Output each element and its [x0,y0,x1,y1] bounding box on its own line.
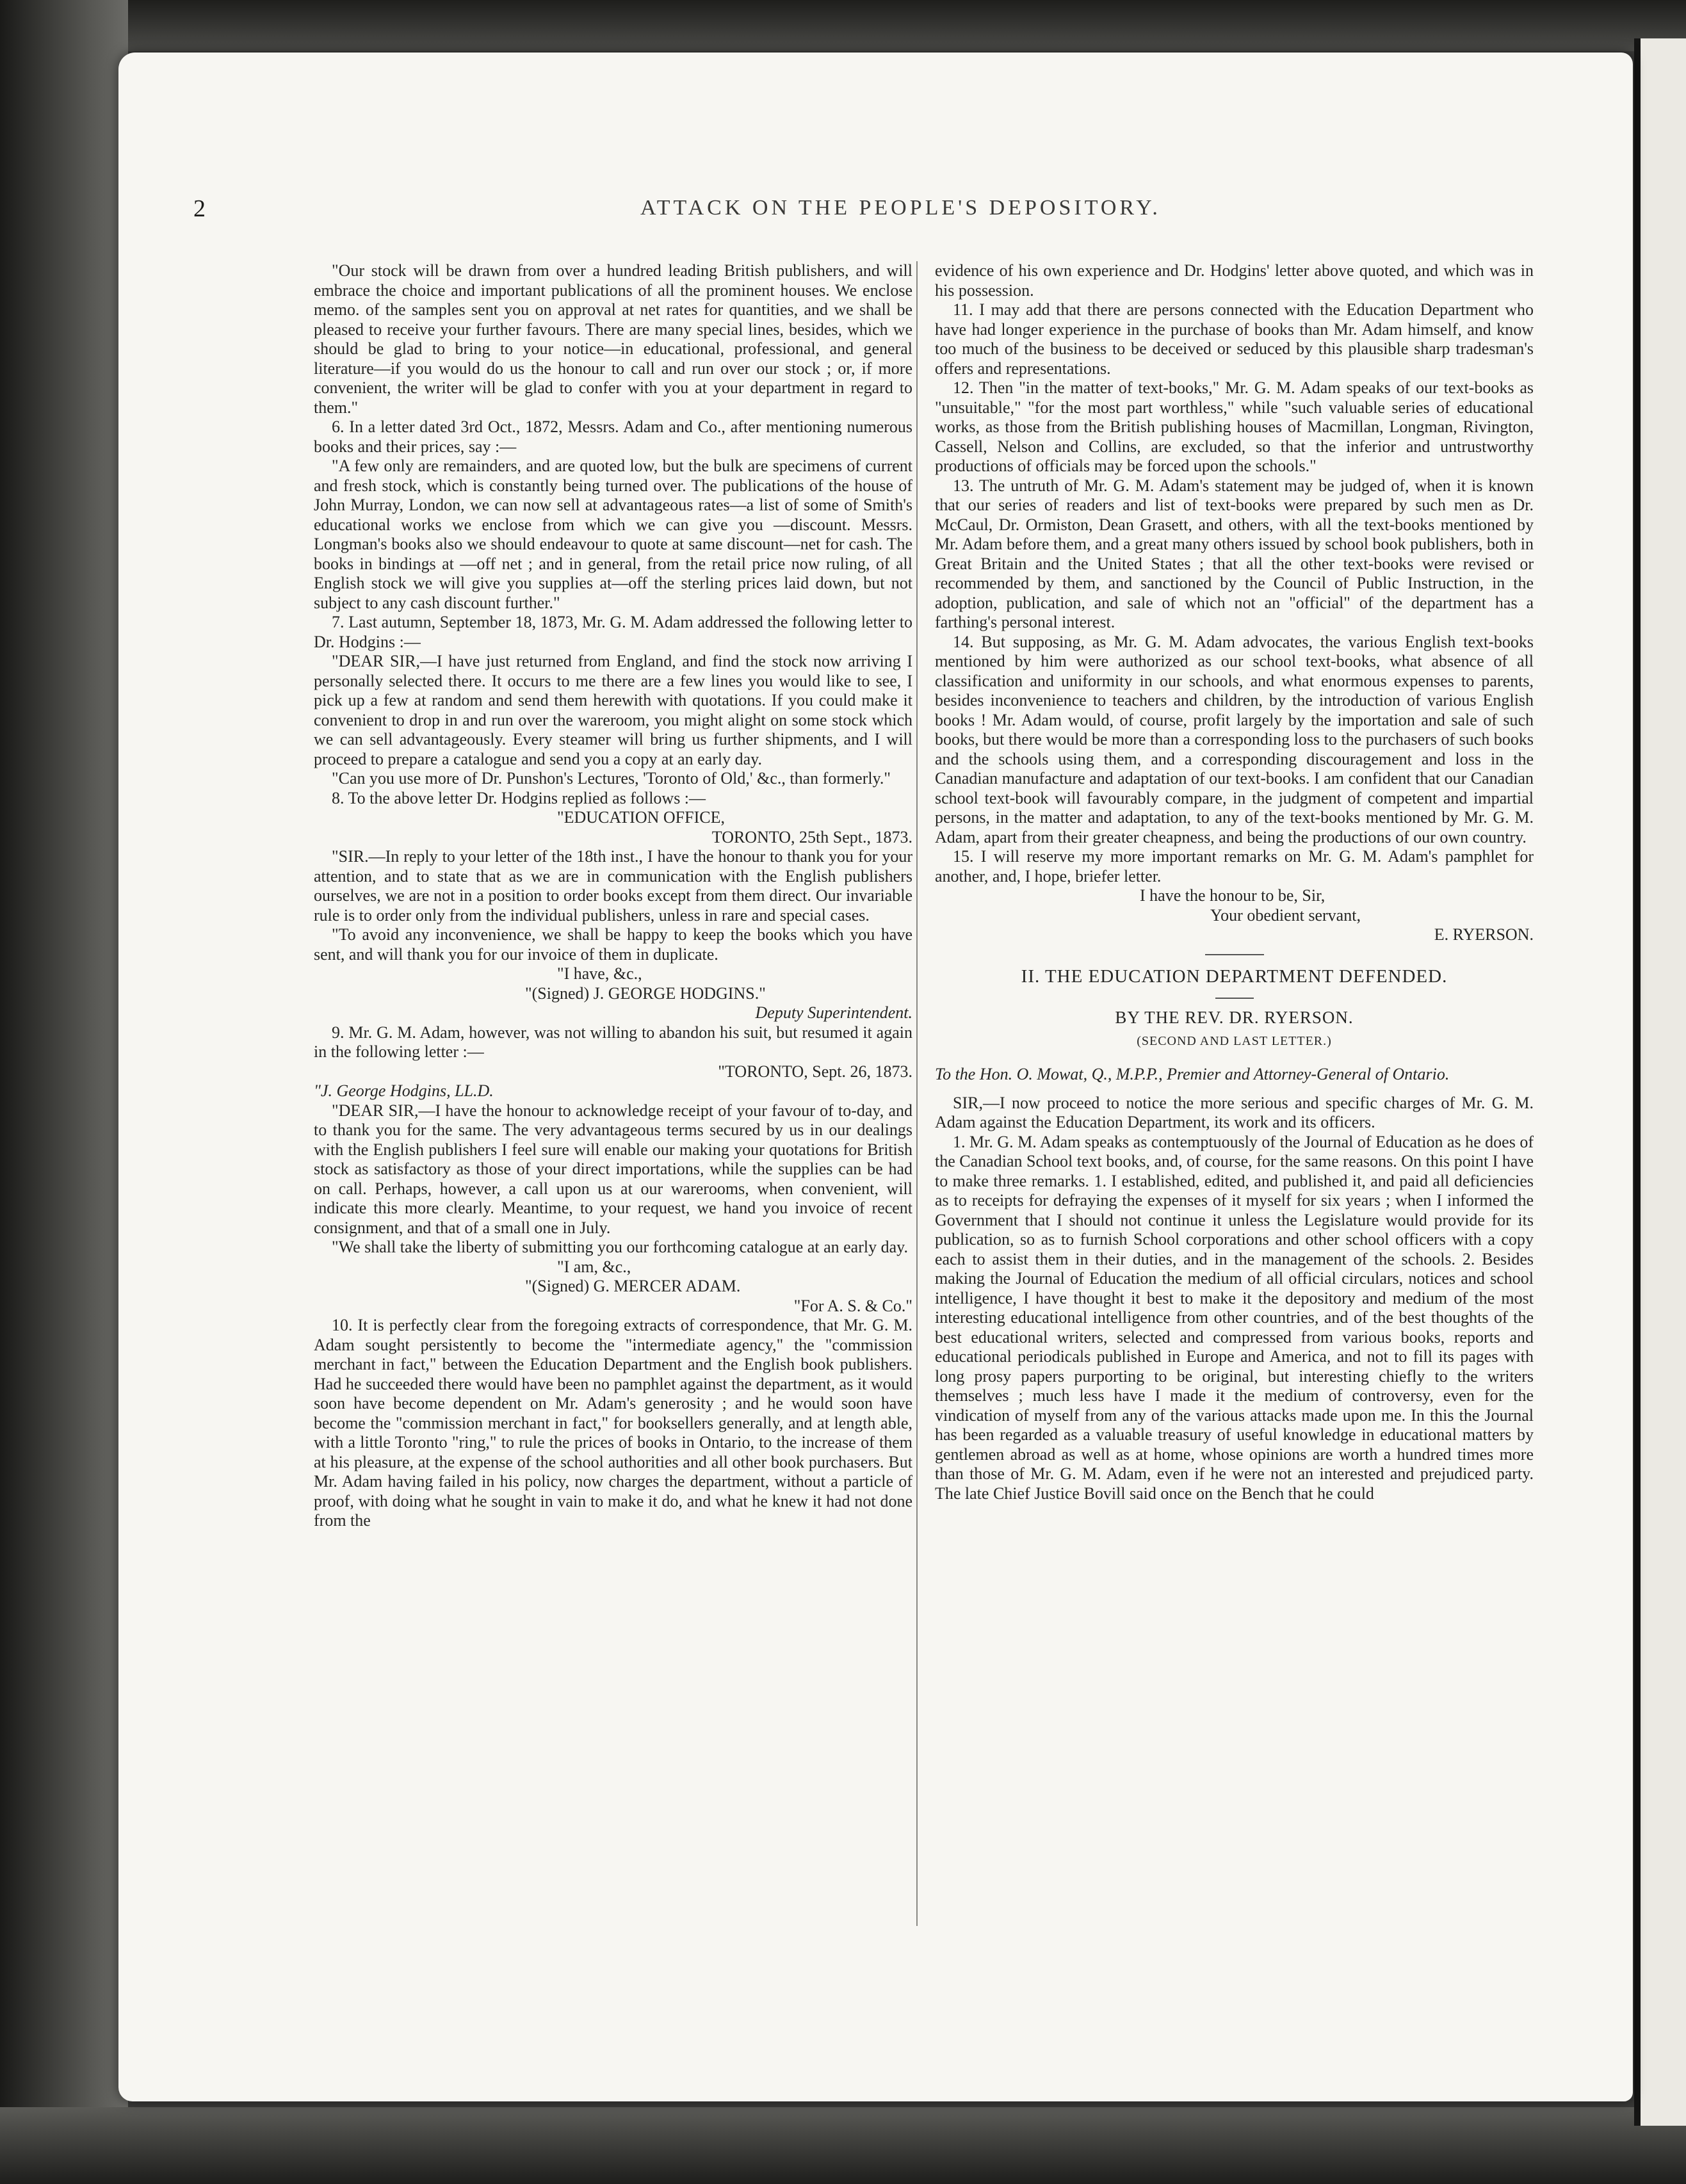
letter-address: To the Hon. O. Mowat, Q., M.P.P., Premier and Attorney-General of Ontario. [935,1065,1450,1083]
text-paragraph: 6. In a letter dated 3rd Oct., 1872, Messrs. Adam and Co., after mentioning numerous books and their prices, say :— [314,417,912,456]
text-paragraph: 15. I will reserve my more important remarks on Mr. G. M. Adam's pamphlet for another, and, I hope, briefer letter. [935,847,1534,886]
text-paragraph: "A few only are remainders, and are quoted low, but the bulk are specimens of current and fresh stock, which is constantly being turned over. The publications of the house of John Murray, London, we can now sell at advantageous rates—a list of some of Smith's educational works we enclose from which we can give you —discount. Messrs. Longman's books also we should endeavour to quote at same discount—net for cash. The books in bindings at —off net ; and in general, from the retail price now ruling, of all English stock we will give you supplies at—off the sterling prices laid down, but not subject to any cash discount further." [314,457,912,612]
text-paragraph: "EDUCATION OFFICE, [557,808,725,827]
text-paragraph: "DEAR SIR,—I have just returned from England, and find the stock now arriving I personally selected there. It occurs to me there are a few lines you would like to see, I pick up a few at random and send them herewith with quotations. If you could make it convenient to drop in and run over the wareroom, you might alight on some stock which we can sell advantageously. Every steamer will bring us further shipments, and I will proceed to prepare a catalogue and send you a copy at an early day. [314,652,912,768]
byline-note: (SECOND AND LAST LETTER.) [1137,1033,1332,1048]
scan-border-bottom [0,2107,1686,2184]
text-paragraph: Your obedient servant, [1210,905,1361,925]
text-paragraph: I have the honour to be, Sir, [1140,886,1325,905]
text-paragraph: "We shall take the liberty of submitting you our forthcoming catalogue at an early day. [332,1238,908,1256]
scan-border-left [0,0,128,2184]
text-paragraph: "J. George Hodgins, LL.D. [314,1081,494,1100]
page-number: 2 [193,195,206,222]
text-paragraph: 1. Mr. G. M. Adam speaks as contemptuously of the Journal of Education as he does of the Canadian School text books, and, of course, for the same reasons. On this point I have to make three remarks. 1. I established, edited, and published it, and paid all deficiencies as to receipts for defraying the expenses of it myself for six years ; when I informed the Government that I should not continue it unless the Legislature would provide for its publication, so as to furnish School corporations and other school officers with a copy each to assist them in their duties, and in the management of the schools. 2. Besides making the Journal of Education the medium of all official circulars, notices and school intelligence, I have thought it best to make it the depository and medium of the most interesting educational intelligence from other countries, and of the best thoughts of the best educational writers, selected and compressed from various books, reports and educational periodicals published in Europe and America, and not to fill its pages with long prosy papers purporting to be original, but interesting chiefly to the writers themselves ; much less have I made it the medium of controversy, even for the vindication of myself from any of the various attacks made upon me. In this the Journal has been regarded as a valuable treasury of useful knowledge in educational matters by gentlemen abroad as well as at home, whose opinions are worth a hundred times more than those of Mr. G. M. Adam, even if he were not an interested and prejudiced party. The late Chief Justice Bovill said once on the Bench that he could [935,1132,1534,1503]
running-head: ATTACK ON THE PEOPLE'S DEPOSITORY. [640,196,1161,220]
section-heading: II. THE EDUCATION DEPARTMENT DEFENDED. [1021,966,1448,987]
next-page-edge [1641,38,1686,2126]
text-paragraph: "Can you use more of Dr. Punshon's Lectures, 'Toronto of Old,' &c., than formerly." [332,769,891,788]
text-paragraph: 12. Then "in the matter of text-books," Mr. G. M. Adam speaks of our text-books as "unsuitable," "for the most part worthless," while "such valuable series of educational works, as those from the British publishing houses of Macmillan, Longman, Rivington, Cassell, Nelson and Collins, are excluded, so that the inferior and untrustworthy productions of officials may be forced upon the schools." [935,378,1534,475]
text-paragraph: "(Signed) J. GEORGE HODGINS." [525,983,766,1003]
text-paragraph: "DEAR SIR,—I have the honour to acknowledge receipt of your favour of to-day, and to thank you for the same. The very advantageous terms secured by us in our dealings with the English publishers I feel sure will enable our making your quotations for British stock as satisfactory as those of your direct importations, while the supplies can be had on call. Perhaps, however, a call upon us at our warerooms, when convenient, will indicate this more clearly. Meantime, to your request, we hand you invoice of recent consignment, and that of a small one in July. [314,1101,912,1237]
text-paragraph: SIR,—I now proceed to notice the more serious and specific charges of Mr. G. M. Adam against the Education Department, its work and its officers. [935,1093,1534,1131]
column-divider [916,261,918,1926]
text-paragraph: "SIR.—In reply to your letter of the 18th inst., I have the honour to thank you for your attention, and to state that as we are in communication with the English publishers ourselves, we are not in a position to order books except from them direct. Our invariable rule is to order only from the individual publishers, unless in rare and special cases. [314,847,912,925]
text-paragraph: "To avoid any inconvenience, we shall be happy to keep the books which you have sent, and will thank you for our invoice of them in duplicate. [314,925,912,964]
right-column [935,261,1534,1503]
byline: BY THE REV. DR. RYERSON. [1115,1008,1354,1027]
heading-rule [1215,998,1254,999]
text-paragraph: 14. But supposing, as Mr. G. M. Adam advocates, the various English text-books mentioned by him were authorized as our school text-books, what absence of all classification and uniformity in our schools, and what enormous expenses to parents, besides inconvenience to teachers and children, by the introduction of various English books ! Mr. Adam would, of course, profit largely by the importation and sale of such books, but there would be more than a corresponding loss to the purchasers of such books and the schools using them, and a corresponding discouragement and loss in the Canadian manufacture and adaptation of our text-books. I am confident that our Canadian school text-book will favourably compare, in the judgment of competent and impartial persons, in the matter and adaptation, to any of the text-books mentioned by Mr. G. M. Adam, apart from their greater cheapness, and being the productions of our own country. [935,632,1534,846]
text-paragraph: "TORONTO, Sept. 26, 1873. [718,1062,912,1081]
text-paragraph: 8. To the above letter Dr. Hodgins replied as follows :— [332,788,706,807]
text-paragraph: evidence of his own experience and Dr. Hodgins' letter above quoted, and which was in his possession. [935,261,1534,300]
text-paragraph: 13. The untruth of Mr. G. M. Adam's statement may be judged of, when it is known that our series of readers and list of text-books were prepared by such men as Dr. McCaul, Dr. Ormiston, Dean Grasett, and others, with all the text-books mentioned by Mr. Adam before them, and a great many others issued by school book publishers, both in Great Britain and the United States ; that all the other text-books were revised or recommended by them, and sanctioned by the Council of Public Instruction, in the adoption, publication, and sale of which not an "official" of the department has a farthing's personal interest. [935,476,1534,631]
scan-border-top [0,0,1686,51]
section-body [935,1094,1534,1504]
text-paragraph: "For A. S. & Co." [793,1296,912,1315]
text-paragraph: 10. It is perfectly clear from the foregoing extracts of correspondence, that Mr. G. M. Adam sought persistently to become the "intermediate agency," the "commission merchant in fact," between the Education Department and the English book publishers. Had he succeeded there would have been no pamphlet against the department, as it would soon have become dependent on Mr. Adam's generosity ; and he would soon have become the "commission merchant in fact," for booksellers generally, and at length able, with a little Toronto "ring," to rule the prices of books in Ontario, to the increase of them at his pleasure, at the expense of the school authorities and all other book purchasers. But Mr. Adam having failed in his policy, now charges the department, without a particle of proof, with doing what he sought in vain to make it do, and what he knew it had not done from the [314,1316,912,1530]
text-paragraph: TORONTO, 25th Sept., 1873. [711,827,912,846]
text-paragraph: Deputy Superintendent. [755,1003,912,1022]
text-paragraph: 7. Last autumn, September 18, 1873, Mr. G. M. Adam addressed the following letter to Dr. Hodgins :— [314,613,912,651]
text-paragraph: "(Signed) G. MERCER ADAM. [525,1277,741,1295]
text-paragraph: E. RYERSON. [1434,925,1534,944]
text-paragraph: "Our stock will be drawn from over a hundred leading British publishers, and will embrace the choice and important publications of all the prominent houses. We enclose memo. of the samples sent you on approval at net rates for quantities, and we shall be pleased to receive your further favours. There are many special lines, besides, which we should be glad to bring to your notice—in educational, professional, and general literature—if you would do us the honour to call and run over our stock ; or, if more convenient, the writer will be glad to confer with you at your department in regard to them." [314,261,912,417]
section-rule [1205,954,1264,955]
text-paragraph: "I have, &c., [557,964,642,983]
right-column-body [935,261,1534,945]
text-paragraph: 9. Mr. G. M. Adam, however, was not willing to abandon his suit, but resumed it again in the following letter :— [314,1023,912,1061]
text-paragraph: "I am, &c., [557,1257,631,1276]
left-column [314,261,912,1531]
text-paragraph: 11. I may add that there are persons connected with the Education Department who have had longer experience in the purchase of books than Mr. Adam himself, and know too much of the business to be deceived or seduced by this plausible sharp tradesman's offers and representations. [935,300,1534,378]
